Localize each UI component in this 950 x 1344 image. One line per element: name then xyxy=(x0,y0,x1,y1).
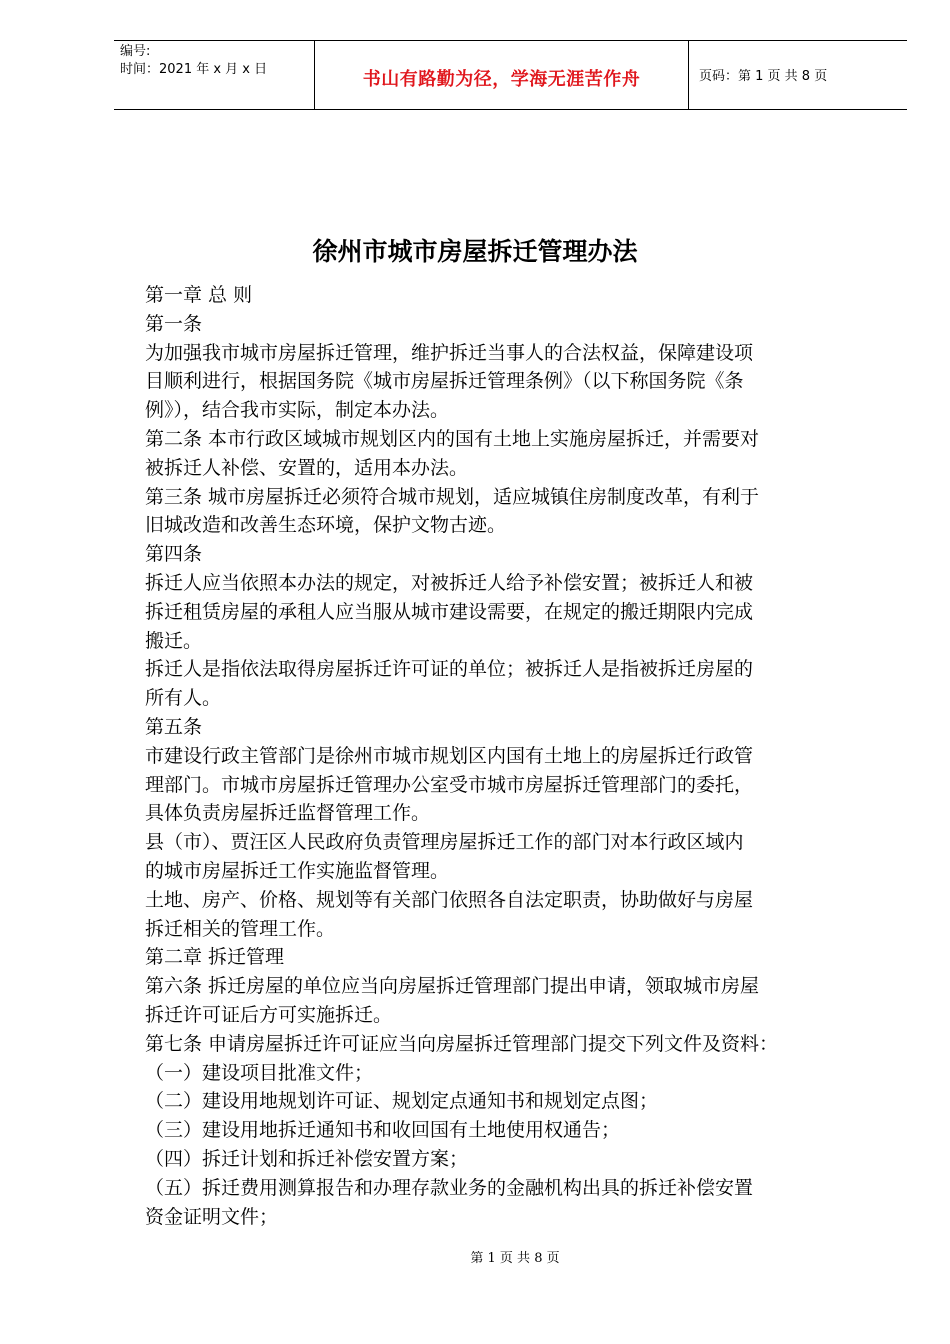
body-line: 拆迁租赁房屋的承租人应当服从城市建设需要，在规定的搬迁期限内完成 xyxy=(145,600,754,623)
body-line: （五）拆迁费用测算报告和办理存款业务的金融机构出具的拆迁补偿安置 xyxy=(145,1176,754,1199)
body-line: 具体负责房屋拆迁监督管理工作。 xyxy=(145,802,431,825)
body-line: 县（市）、贾汪区人民政府负责管理房屋拆迁工作的部门对本行政区域内 xyxy=(145,831,744,854)
body-line: 旧城改造和改善生态环境，保护文物古迹。 xyxy=(145,514,507,537)
document-time-label: 时间：2021 年 x 月 x 日 xyxy=(120,62,268,77)
header-motto: 书山有路勤为径，学海无涯苦作舟 xyxy=(362,69,641,90)
header-meta xyxy=(114,41,315,109)
body-line: 土地、房产、价格、规划等有关部门依照各自法定职责，协助做好与房屋 xyxy=(145,888,754,911)
body-line: 例》），结合我市实际，制定本办法。 xyxy=(145,399,450,422)
body-line: （三）建设用地拆迁通知书和收回国有土地使用权通告； xyxy=(145,1119,621,1142)
page-header xyxy=(114,40,907,110)
body-line: 资金证明文件； xyxy=(145,1205,279,1228)
body-line: 市建设行政主管部门是徐州市城市规划区内国有土地上的房屋拆迁行政管 xyxy=(145,744,754,767)
body-line: 为加强我市城市房屋拆迁管理，维护拆迁当事人的合法权益，保障建设项 xyxy=(145,341,754,364)
body-line: 第二条 本市行政区域城市规划区内的国有土地上实施房屋拆迁，并需要对 xyxy=(145,427,760,450)
header-motto-cell xyxy=(315,41,689,109)
body-line: 第四条 xyxy=(145,543,203,566)
document-number-label: 编号: xyxy=(120,44,151,59)
body-line: 第六条 拆迁房屋的单位应当向房屋拆迁管理部门提出申请，领取城市房屋 xyxy=(145,975,760,998)
body-line: 第五条 xyxy=(145,715,203,738)
body-line: 第三条 城市房屋拆迁必须符合城市规划，适应城镇住房制度改革，有利于 xyxy=(145,485,760,508)
body-line: 拆迁人应当依照本办法的规定，对被拆迁人给予补偿安置；被拆迁人和被 xyxy=(145,571,754,594)
body-line: 目顺利进行，根据国务院《城市房屋拆迁管理条例》（以下称国务院《条 xyxy=(145,370,744,393)
document-body xyxy=(145,281,890,1231)
body-line: （二）建设用地规划许可证、规划定点通知书和规划定点图； xyxy=(145,1090,659,1113)
body-line: 理部门。市城市房屋拆迁管理办公室受市城市房屋拆迁管理部门的委托， xyxy=(145,773,754,796)
body-line: 被拆迁人补偿、安置的，适用本办法。 xyxy=(145,456,469,479)
body-line: 第一章 总 则 xyxy=(145,284,253,306)
body-line: （四）拆迁计划和拆迁补偿安置方案； xyxy=(145,1147,469,1170)
body-line: 所有人。 xyxy=(145,687,222,710)
body-line: 搬迁。 xyxy=(145,629,203,652)
page-footer: 第 1 页 共 8 页 xyxy=(470,1251,560,1266)
body-line: 第二章 拆迁管理 xyxy=(145,946,285,969)
body-line: 拆迁相关的管理工作。 xyxy=(145,917,336,940)
header-page-info: 页码：第 1 页 共 8 页 xyxy=(699,69,828,84)
body-line: 第一条 xyxy=(145,312,203,335)
body-line: 拆迁许可证后方可实施拆迁。 xyxy=(145,1003,393,1026)
document-title: 徐州市城市房屋拆迁管理办法 xyxy=(312,237,638,266)
body-line: （一）建设项目批准文件； xyxy=(145,1061,374,1084)
body-line: 拆迁人是指依法取得房屋拆迁许可证的单位；被拆迁人是指被拆迁房屋的 xyxy=(145,658,754,681)
body-line: 的城市房屋拆迁工作实施监督管理。 xyxy=(145,859,450,882)
body-line: 第七条 申请房屋拆迁许可证应当向房屋拆迁管理部门提交下列文件及资料： xyxy=(145,1032,779,1055)
